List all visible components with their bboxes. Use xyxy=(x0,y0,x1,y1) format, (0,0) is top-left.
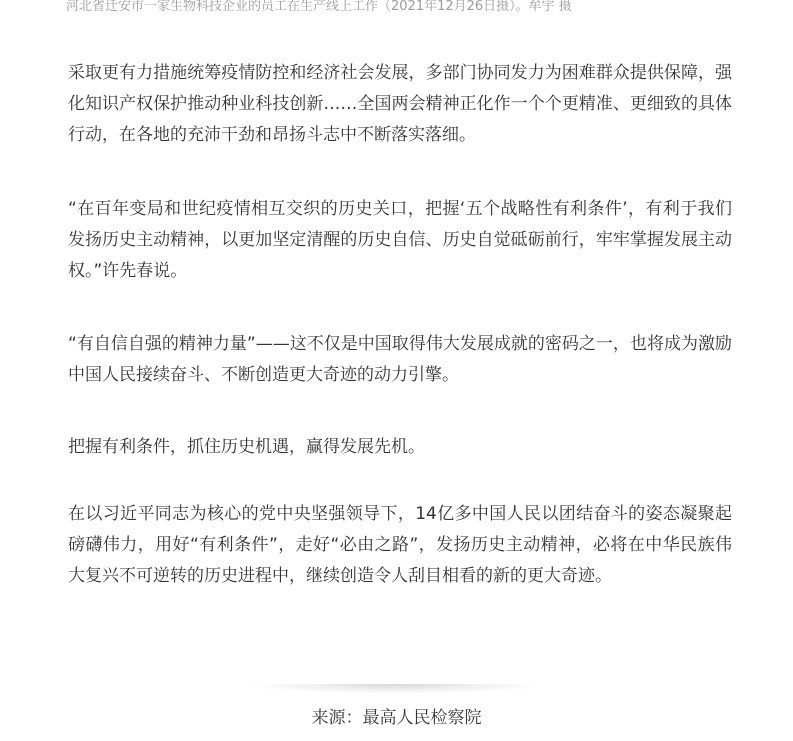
section-divider xyxy=(248,684,544,694)
article-paragraph-4: 把握有利条件，抓住历史机遇，赢得发展先机。 xyxy=(68,437,425,457)
article-paragraph-3: “有自信自强的精神力量”——这不仅是中国取得伟大发展成就的密码之一，也将成为激励中国人民接续奋斗、不断创造更大奇迹的动力引擎。 xyxy=(68,334,732,385)
photo-caption: 河北省迁安市一家生物科技企业的员工在生产线上工作（2021年12月26日摄）。牟宇 摄 xyxy=(66,0,572,14)
article-paragraph-5: 在以习近平同志为核心的党中央坚强领导下，14亿多中国人民以团结奋斗的姿态凝聚起磅礴伟力，用好“有利条件”，走好“必由之路”，发扬历史主动精神，必将在中华民族伟大复兴不可逆转的历史进程中，继续创造令人刮目相看的新的更大奇迹。 xyxy=(68,504,732,586)
article-paragraph-1: 采取更有力措施统筹疫情防控和经济社会发展，多部门协同发力为困难群众提供保障，强化知识产权保护推动种业科技创新……全国两会精神正化作一个个更精准、更细致的具体行动，在各地的充沛干劲和昂扬斗志中不断落实落细。 xyxy=(68,63,732,145)
article-source: 来源：最高人民检察院 xyxy=(311,708,482,728)
article-paragraph-2: “在百年变局和世纪疫情相互交织的历史关口，把握‘五个战略性有利条件’，有利于我们发扬历史主动精神，以更加坚定清醒的历史自信、历史自觉砥砺前行，牢牢掌握发展主动权。”许先春说。 xyxy=(68,199,732,281)
